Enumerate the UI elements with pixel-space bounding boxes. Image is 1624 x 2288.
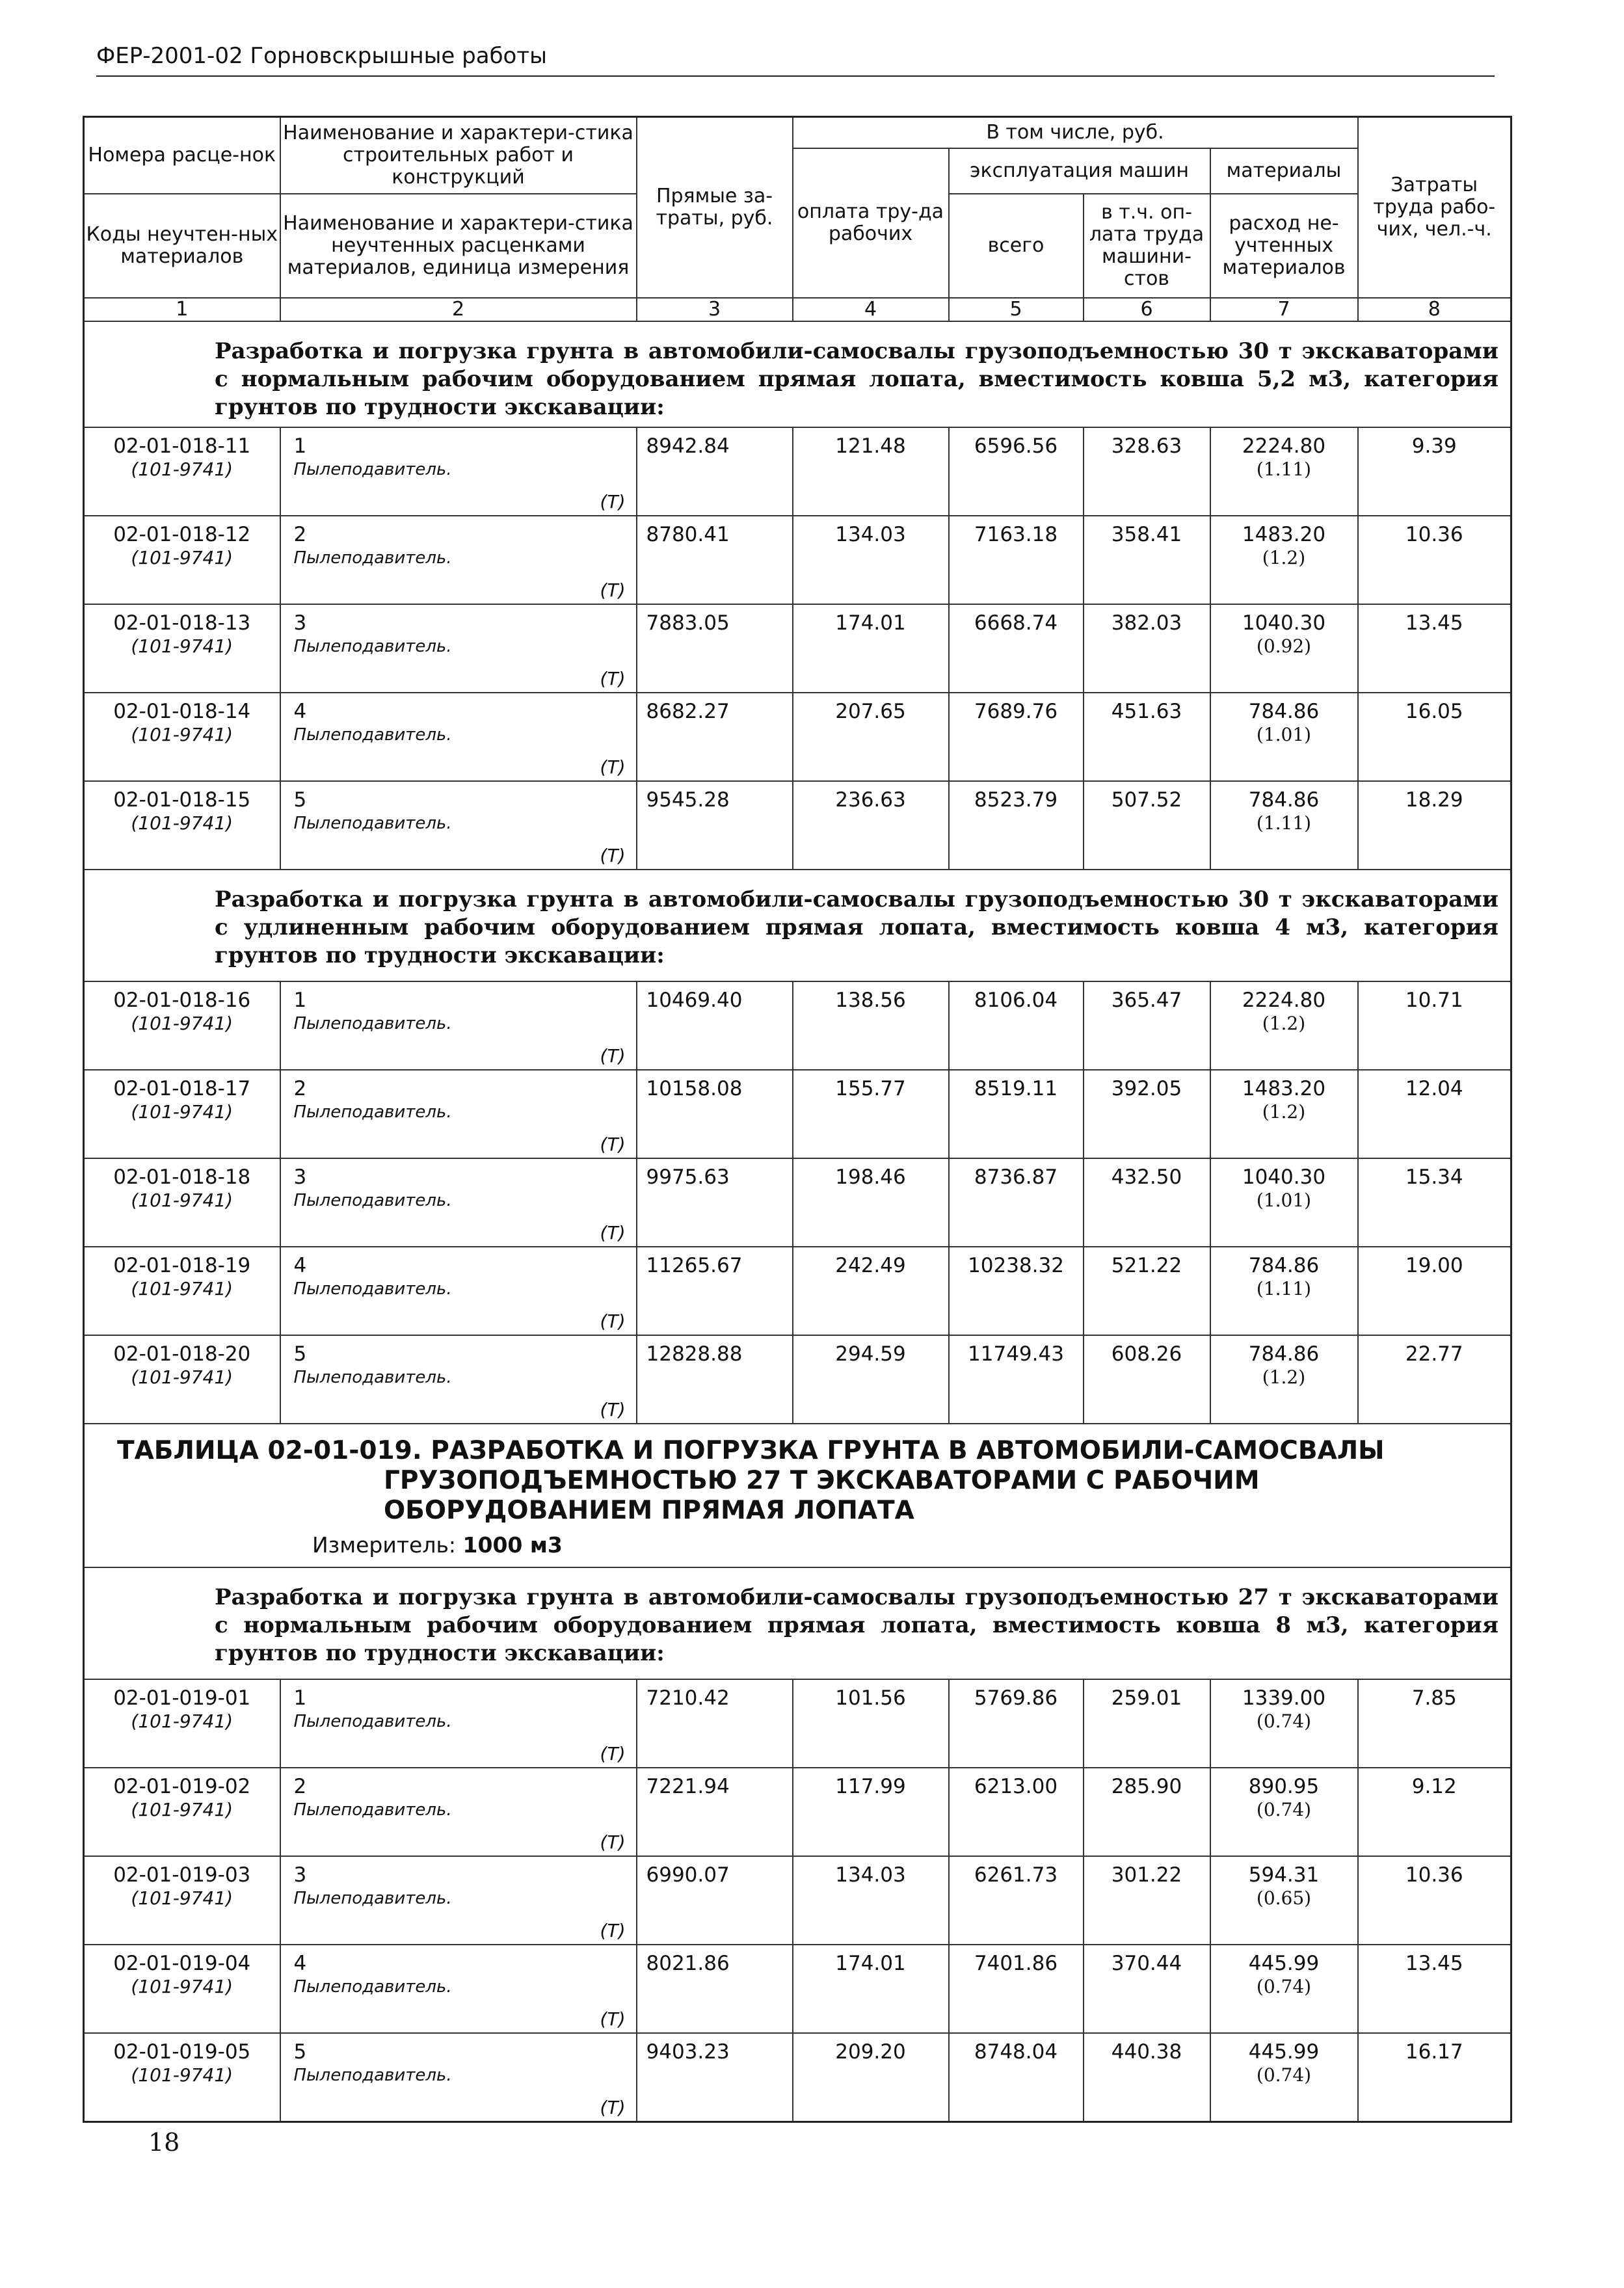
material-quantity: (0.74) xyxy=(1256,2064,1312,2086)
machine-total: 8736.87 xyxy=(949,1158,1084,1247)
table-row xyxy=(84,1679,1511,1768)
material-code: (101-9741) xyxy=(131,1710,233,1732)
category: 5 xyxy=(293,2040,307,2064)
rate-code: 02-01-019-05 xyxy=(113,2040,251,2064)
material-code: (101-9741) xyxy=(131,546,233,568)
material-quantity: (0.74) xyxy=(1256,1710,1312,1732)
labor-hours: 10.36 xyxy=(1358,516,1511,604)
materials-cell xyxy=(1210,1679,1358,1768)
material-quantity: (1.01) xyxy=(1256,1189,1312,1211)
materials-cell xyxy=(1210,1335,1358,1424)
material-quantity: (1.11) xyxy=(1256,1277,1312,1299)
materials-cost: 784.86 xyxy=(1248,1342,1320,1366)
material-code: (101-9741) xyxy=(131,2064,233,2086)
machinist-wages: 392.05 xyxy=(1084,1070,1210,1158)
material-code: (101-9741) xyxy=(131,1189,233,1211)
material-quantity: (1.01) xyxy=(1256,723,1312,745)
materials-cell xyxy=(1210,693,1358,781)
table-row xyxy=(84,1158,1511,1247)
material-unit: (Т) xyxy=(600,490,626,512)
machine-total: 8523.79 xyxy=(949,781,1084,870)
meter-label: Измеритель: xyxy=(312,1532,457,1558)
materials-cost: 784.86 xyxy=(1248,699,1320,723)
rate-code-cell xyxy=(84,1158,280,1247)
meter-value: 1000 м3 xyxy=(462,1532,563,1558)
materials-cell xyxy=(1210,2033,1358,2122)
rate-code-cell xyxy=(84,1856,280,1945)
direct-costs: 7210.42 xyxy=(637,1679,793,1768)
labor-wages: 174.01 xyxy=(793,1945,949,2033)
material-unit: (Т) xyxy=(600,1398,626,1420)
material-name: Пылеподавитель. xyxy=(293,1800,452,1820)
materials-cost: 1040.30 xyxy=(1242,611,1326,635)
labor-hours: 10.71 xyxy=(1358,981,1511,1070)
material-unit: (Т) xyxy=(600,844,626,866)
rate-code-cell xyxy=(84,2033,280,2122)
name-cell xyxy=(280,1768,637,1856)
direct-costs: 6990.07 xyxy=(637,1856,793,1945)
material-quantity: (0.65) xyxy=(1256,1887,1312,1909)
labor-hours: 22.77 xyxy=(1358,1335,1511,1424)
category: 3 xyxy=(293,1863,307,1887)
category: 5 xyxy=(293,1342,307,1366)
material-name: Пылеподавитель. xyxy=(293,1367,452,1387)
labor-wages: 209.20 xyxy=(793,2033,949,2122)
labor-hours: 13.45 xyxy=(1358,604,1511,693)
direct-costs: 11265.67 xyxy=(637,1247,793,1335)
material-name: Пылеподавитель. xyxy=(293,1102,452,1122)
machine-total: 6596.56 xyxy=(949,427,1084,516)
material-name: Пылеподавитель. xyxy=(293,813,452,833)
machine-total: 7401.86 xyxy=(949,1945,1084,2033)
labor-hours: 16.17 xyxy=(1358,2033,1511,2122)
labor-wages: 134.03 xyxy=(793,1856,949,1945)
labor-wages: 236.63 xyxy=(793,781,949,870)
category: 4 xyxy=(293,699,307,723)
header-vtch: в т.ч. оп-лата труда машини-стов xyxy=(1084,194,1210,298)
materials-cell xyxy=(1210,1945,1358,2033)
machinist-wages: 608.26 xyxy=(1084,1335,1210,1424)
material-unit: (Т) xyxy=(600,1310,626,1332)
material-unit: (Т) xyxy=(600,2096,626,2118)
materials-cost: 1483.20 xyxy=(1242,1076,1326,1100)
machinist-wages: 259.01 xyxy=(1084,1679,1210,1768)
category: 2 xyxy=(293,1076,307,1100)
machinist-wages: 365.47 xyxy=(1084,981,1210,1070)
labor-hours: 15.34 xyxy=(1358,1158,1511,1247)
materials-cell xyxy=(1210,516,1358,604)
material-unit: (Т) xyxy=(600,1919,626,1941)
machinist-wages: 521.22 xyxy=(1084,1247,1210,1335)
rate-code-cell xyxy=(84,1335,280,1424)
name-cell xyxy=(280,1070,637,1158)
name-cell xyxy=(280,1856,637,1945)
rate-code-cell xyxy=(84,1070,280,1158)
material-quantity: (1.11) xyxy=(1256,812,1312,834)
section-title: Разработка и погрузка грунта в автомобили-самосвалы грузоподъемностью 27 т экскаваторами с нормальным рабочим оборудованием прямая лопата, вместимость ковша 8 м3, категория грунтов по трудности экскавации: xyxy=(84,1567,1511,1679)
header-rashod: расход не-учтенных материалов xyxy=(1210,194,1358,298)
category: 2 xyxy=(293,522,307,546)
labor-wages: 101.56 xyxy=(793,1679,949,1768)
table-row xyxy=(84,981,1511,1070)
rate-code-cell xyxy=(84,1768,280,1856)
rate-code-cell xyxy=(84,604,280,693)
material-quantity: (1.11) xyxy=(1256,458,1312,480)
header-naim1: Наименование и характери-стика строительных работ и конструкций xyxy=(280,117,637,194)
machine-total: 10238.32 xyxy=(949,1247,1084,1335)
rate-code-cell xyxy=(84,981,280,1070)
labor-hours: 19.00 xyxy=(1358,1247,1511,1335)
header-pryamye: Прямые за-траты, руб. xyxy=(637,117,793,298)
labor-hours: 7.85 xyxy=(1358,1679,1511,1768)
labor-hours: 18.29 xyxy=(1358,781,1511,870)
table-row xyxy=(84,1768,1511,1856)
table-row xyxy=(84,1856,1511,1945)
table-row xyxy=(84,693,1511,781)
materials-cell xyxy=(1210,1070,1358,1158)
labor-wages: 294.59 xyxy=(793,1335,949,1424)
material-name: Пылеподавитель. xyxy=(293,1279,452,1299)
labor-wages: 207.65 xyxy=(793,693,949,781)
labor-hours: 9.39 xyxy=(1358,427,1511,516)
header-vtom: В том числе, руб. xyxy=(793,117,1358,148)
material-code: (101-9741) xyxy=(131,1277,233,1299)
material-unit: (Т) xyxy=(600,1831,626,1853)
rate-code: 02-01-019-04 xyxy=(113,1951,251,1975)
table-title: ТАБЛИЦА 02-01-019. РАЗРАБОТКА И ПОГРУЗКА ГРУНТА В АВТОМОБИЛИ-САМОСВАЛЫ ГРУЗОПОДЪЕМНОСТЬЮ 27 Т ЭКСКАВАТОРАМИ С РАБОЧИМ ОБОРУДОВАНИЕМ ПРЯМАЯ ЛОПАТА xyxy=(117,1435,1385,1525)
header-kody: Коды неучтен-ных материалов xyxy=(84,194,280,298)
labor-wages: 138.56 xyxy=(793,981,949,1070)
rate-code-cell xyxy=(84,1247,280,1335)
labor-wages: 242.49 xyxy=(793,1247,949,1335)
material-code: (101-9741) xyxy=(131,1012,233,1034)
header-nomer: Номера расце-нок xyxy=(84,117,280,194)
rate-code: 02-01-018-15 xyxy=(113,788,251,812)
name-cell xyxy=(280,516,637,604)
materials-cost: 890.95 xyxy=(1248,1774,1320,1798)
materials-cell xyxy=(1210,427,1358,516)
material-quantity: (1.2) xyxy=(1262,1366,1306,1388)
labor-wages: 121.48 xyxy=(793,427,949,516)
header-naim2: Наименование и характери-стика неучтенных расценками материалов, единица измерения xyxy=(280,194,637,298)
direct-costs: 9403.23 xyxy=(637,2033,793,2122)
material-code: (101-9741) xyxy=(131,723,233,745)
rate-code: 02-01-018-18 xyxy=(113,1165,251,1189)
category: 1 xyxy=(293,1686,307,1710)
header-ekspl: эксплуатация машин xyxy=(949,148,1210,194)
direct-costs: 8942.84 xyxy=(637,427,793,516)
material-unit: (Т) xyxy=(600,1133,626,1155)
materials-cell xyxy=(1210,781,1358,870)
labor-hours: 9.12 xyxy=(1358,1768,1511,1856)
direct-costs: 8682.27 xyxy=(637,693,793,781)
direct-costs: 8780.41 xyxy=(637,516,793,604)
materials-cell xyxy=(1210,604,1358,693)
labor-hours: 16.05 xyxy=(1358,693,1511,781)
material-name: Пылеподавитель. xyxy=(293,2065,452,2085)
name-cell xyxy=(280,604,637,693)
table-header xyxy=(84,117,1511,321)
materials-cost: 2224.80 xyxy=(1242,988,1326,1012)
material-code: (101-9741) xyxy=(131,1366,233,1388)
material-quantity: (1.2) xyxy=(1262,1012,1306,1034)
name-cell xyxy=(280,781,637,870)
name-cell xyxy=(280,1335,637,1424)
category: 2 xyxy=(293,1774,307,1798)
materials-cost: 2224.80 xyxy=(1242,434,1326,458)
category: 3 xyxy=(293,611,307,635)
rate-code-cell xyxy=(84,1945,280,2033)
direct-costs: 10469.40 xyxy=(637,981,793,1070)
table-row xyxy=(84,1945,1511,2033)
header-materialy: материалы xyxy=(1210,148,1358,194)
machinist-wages: 440.38 xyxy=(1084,2033,1210,2122)
section-1 xyxy=(84,321,1511,870)
rate-code-cell xyxy=(84,781,280,870)
machine-total: 7689.76 xyxy=(949,693,1084,781)
section-3 xyxy=(84,1567,1511,2122)
column-index-row xyxy=(84,298,1511,321)
rate-code: 02-01-018-12 xyxy=(113,522,251,546)
machinist-wages: 382.03 xyxy=(1084,604,1210,693)
header-zatraty: Затраты труда рабо-чих, чел.-ч. xyxy=(1358,117,1511,298)
page-body xyxy=(83,116,1510,2123)
materials-cost: 1040.30 xyxy=(1242,1165,1326,1189)
section-title: Разработка и погрузка грунта в автомобили-самосвалы грузоподъемностью 30 т экскаваторами с нормальным рабочим оборудованием прямая лопата, вместимость ковша 5,2 м3, категория грунтов по трудности экскавации: xyxy=(84,321,1511,427)
material-code: (101-9741) xyxy=(131,1798,233,1820)
material-name: Пылеподавитель. xyxy=(293,1976,452,1997)
col-index: 8 xyxy=(1358,298,1511,321)
direct-costs: 9975.63 xyxy=(637,1158,793,1247)
material-quantity: (1.2) xyxy=(1262,1100,1306,1123)
category: 4 xyxy=(293,1951,307,1975)
direct-costs: 7221.94 xyxy=(637,1768,793,1856)
rate-code: 02-01-018-19 xyxy=(113,1253,251,1277)
machinist-wages: 507.52 xyxy=(1084,781,1210,870)
material-code: (101-9741) xyxy=(131,458,233,480)
labor-wages: 155.77 xyxy=(793,1070,949,1158)
materials-cell xyxy=(1210,1158,1358,1247)
machine-total: 8106.04 xyxy=(949,981,1084,1070)
direct-costs: 12828.88 xyxy=(637,1335,793,1424)
material-quantity: (0.74) xyxy=(1256,1798,1312,1820)
material-unit: (Т) xyxy=(600,667,626,689)
material-unit: (Т) xyxy=(600,1221,626,1244)
material-name: Пылеподавитель. xyxy=(293,1888,452,1908)
name-cell xyxy=(280,693,637,781)
machinist-wages: 451.63 xyxy=(1084,693,1210,781)
rate-code: 02-01-018-17 xyxy=(113,1076,251,1100)
table-row xyxy=(84,427,1511,516)
machine-total: 11749.43 xyxy=(949,1335,1084,1424)
material-unit: (Т) xyxy=(600,2008,626,2030)
table-row xyxy=(84,1335,1511,1424)
machine-total: 8748.04 xyxy=(949,2033,1084,2122)
rate-code-cell xyxy=(84,1679,280,1768)
materials-cost: 784.86 xyxy=(1248,1253,1320,1277)
labor-wages: 134.03 xyxy=(793,516,949,604)
table-row xyxy=(84,1070,1511,1158)
name-cell xyxy=(280,427,637,516)
material-quantity: (0.74) xyxy=(1256,1975,1312,1997)
table-row xyxy=(84,2033,1511,2122)
machine-total: 6213.00 xyxy=(949,1768,1084,1856)
machine-total: 8519.11 xyxy=(949,1070,1084,1158)
material-code: (101-9741) xyxy=(131,1100,233,1123)
material-name: Пылеподавитель. xyxy=(293,548,452,568)
col-index: 4 xyxy=(793,298,949,321)
material-code: (101-9741) xyxy=(131,812,233,834)
name-cell xyxy=(280,981,637,1070)
material-unit: (Т) xyxy=(600,1742,626,1764)
direct-costs: 8021.86 xyxy=(637,1945,793,2033)
table-row xyxy=(84,516,1511,604)
rates-table xyxy=(83,116,1512,2123)
material-code: (101-9741) xyxy=(131,635,233,657)
materials-cost: 445.99 xyxy=(1248,2040,1320,2064)
category: 1 xyxy=(293,434,307,458)
rate-code: 02-01-018-14 xyxy=(113,699,251,723)
materials-cell xyxy=(1210,1247,1358,1335)
meter-line xyxy=(117,1532,1497,1558)
material-quantity: (0.92) xyxy=(1256,635,1312,657)
material-unit: (Т) xyxy=(600,756,626,778)
name-cell xyxy=(280,2033,637,2122)
header-vsego: всего xyxy=(949,194,1084,298)
rate-code: 02-01-018-16 xyxy=(113,988,251,1012)
header-oplata: оплата тру-да рабочих xyxy=(793,148,949,298)
col-index: 2 xyxy=(280,298,637,321)
materials-cost: 1339.00 xyxy=(1242,1686,1326,1710)
labor-hours: 13.45 xyxy=(1358,1945,1511,2033)
machinist-wages: 432.50 xyxy=(1084,1158,1210,1247)
machine-total: 7163.18 xyxy=(949,516,1084,604)
rate-code: 02-01-018-13 xyxy=(113,611,251,635)
labor-wages: 117.99 xyxy=(793,1768,949,1856)
rate-code: 02-01-019-01 xyxy=(113,1686,251,1710)
material-name: Пылеподавитель. xyxy=(293,1711,452,1731)
name-cell xyxy=(280,1945,637,2033)
machine-total: 5769.86 xyxy=(949,1679,1084,1768)
table-heading-block xyxy=(84,1424,1511,1567)
rate-code: 02-01-019-02 xyxy=(113,1774,251,1798)
machinist-wages: 285.90 xyxy=(1084,1768,1210,1856)
table-row xyxy=(84,781,1511,870)
material-name: Пылеподавитель. xyxy=(293,1190,452,1210)
section-2 xyxy=(84,870,1511,1424)
col-index: 5 xyxy=(949,298,1084,321)
machinist-wages: 301.22 xyxy=(1084,1856,1210,1945)
name-cell xyxy=(280,1247,637,1335)
material-code: (101-9741) xyxy=(131,1975,233,1997)
section-title: Разработка и погрузка грунта в автомобили-самосвалы грузоподъемностью 30 т экскаваторами с удлиненным рабочим оборудованием прямая лопата, вместимость ковша 4 м3, категория грунтов по трудности экскавации: xyxy=(84,870,1511,981)
col-index: 6 xyxy=(1084,298,1210,321)
page-number: 18 xyxy=(148,2128,180,2157)
table-row xyxy=(84,1247,1511,1335)
material-name: Пылеподавитель. xyxy=(293,725,452,745)
material-quantity: (1.2) xyxy=(1262,546,1306,568)
category: 5 xyxy=(293,788,307,812)
materials-cell xyxy=(1210,981,1358,1070)
col-index: 1 xyxy=(84,298,280,321)
rate-code: 02-01-018-20 xyxy=(113,1342,251,1366)
category: 4 xyxy=(293,1253,307,1277)
materials-cell xyxy=(1210,1768,1358,1856)
labor-hours: 10.36 xyxy=(1358,1856,1511,1945)
materials-cost: 594.31 xyxy=(1248,1863,1320,1887)
direct-costs: 9545.28 xyxy=(637,781,793,870)
rate-code-cell xyxy=(84,516,280,604)
rate-code-cell xyxy=(84,693,280,781)
table-row xyxy=(84,604,1511,693)
col-index: 3 xyxy=(637,298,793,321)
labor-wages: 174.01 xyxy=(793,604,949,693)
material-name: Пылеподавитель. xyxy=(293,459,452,479)
running-head: ФЕР-2001-02 Горновскрышные работы xyxy=(96,43,1495,77)
material-unit: (Т) xyxy=(600,1044,626,1067)
col-index: 7 xyxy=(1210,298,1358,321)
machine-total: 6668.74 xyxy=(949,604,1084,693)
rate-code-cell xyxy=(84,427,280,516)
name-cell xyxy=(280,1679,637,1768)
machinist-wages: 358.41 xyxy=(1084,516,1210,604)
category: 3 xyxy=(293,1165,307,1189)
machinist-wages: 370.44 xyxy=(1084,1945,1210,2033)
material-code: (101-9741) xyxy=(131,1887,233,1909)
rate-code: 02-01-018-11 xyxy=(113,434,251,458)
materials-cost: 1483.20 xyxy=(1242,522,1326,546)
materials-cost: 784.86 xyxy=(1248,788,1320,812)
direct-costs: 10158.08 xyxy=(637,1070,793,1158)
machine-total: 6261.73 xyxy=(949,1856,1084,1945)
rate-code: 02-01-019-03 xyxy=(113,1863,251,1887)
direct-costs: 7883.05 xyxy=(637,604,793,693)
material-name: Пылеподавитель. xyxy=(293,1013,452,1033)
materials-cell xyxy=(1210,1856,1358,1945)
labor-hours: 12.04 xyxy=(1358,1070,1511,1158)
name-cell xyxy=(280,1158,637,1247)
material-name: Пылеподавитель. xyxy=(293,636,452,656)
category: 1 xyxy=(293,988,307,1012)
materials-cost: 445.99 xyxy=(1248,1951,1320,1975)
labor-wages: 198.46 xyxy=(793,1158,949,1247)
material-unit: (Т) xyxy=(600,579,626,601)
machinist-wages: 328.63 xyxy=(1084,427,1210,516)
